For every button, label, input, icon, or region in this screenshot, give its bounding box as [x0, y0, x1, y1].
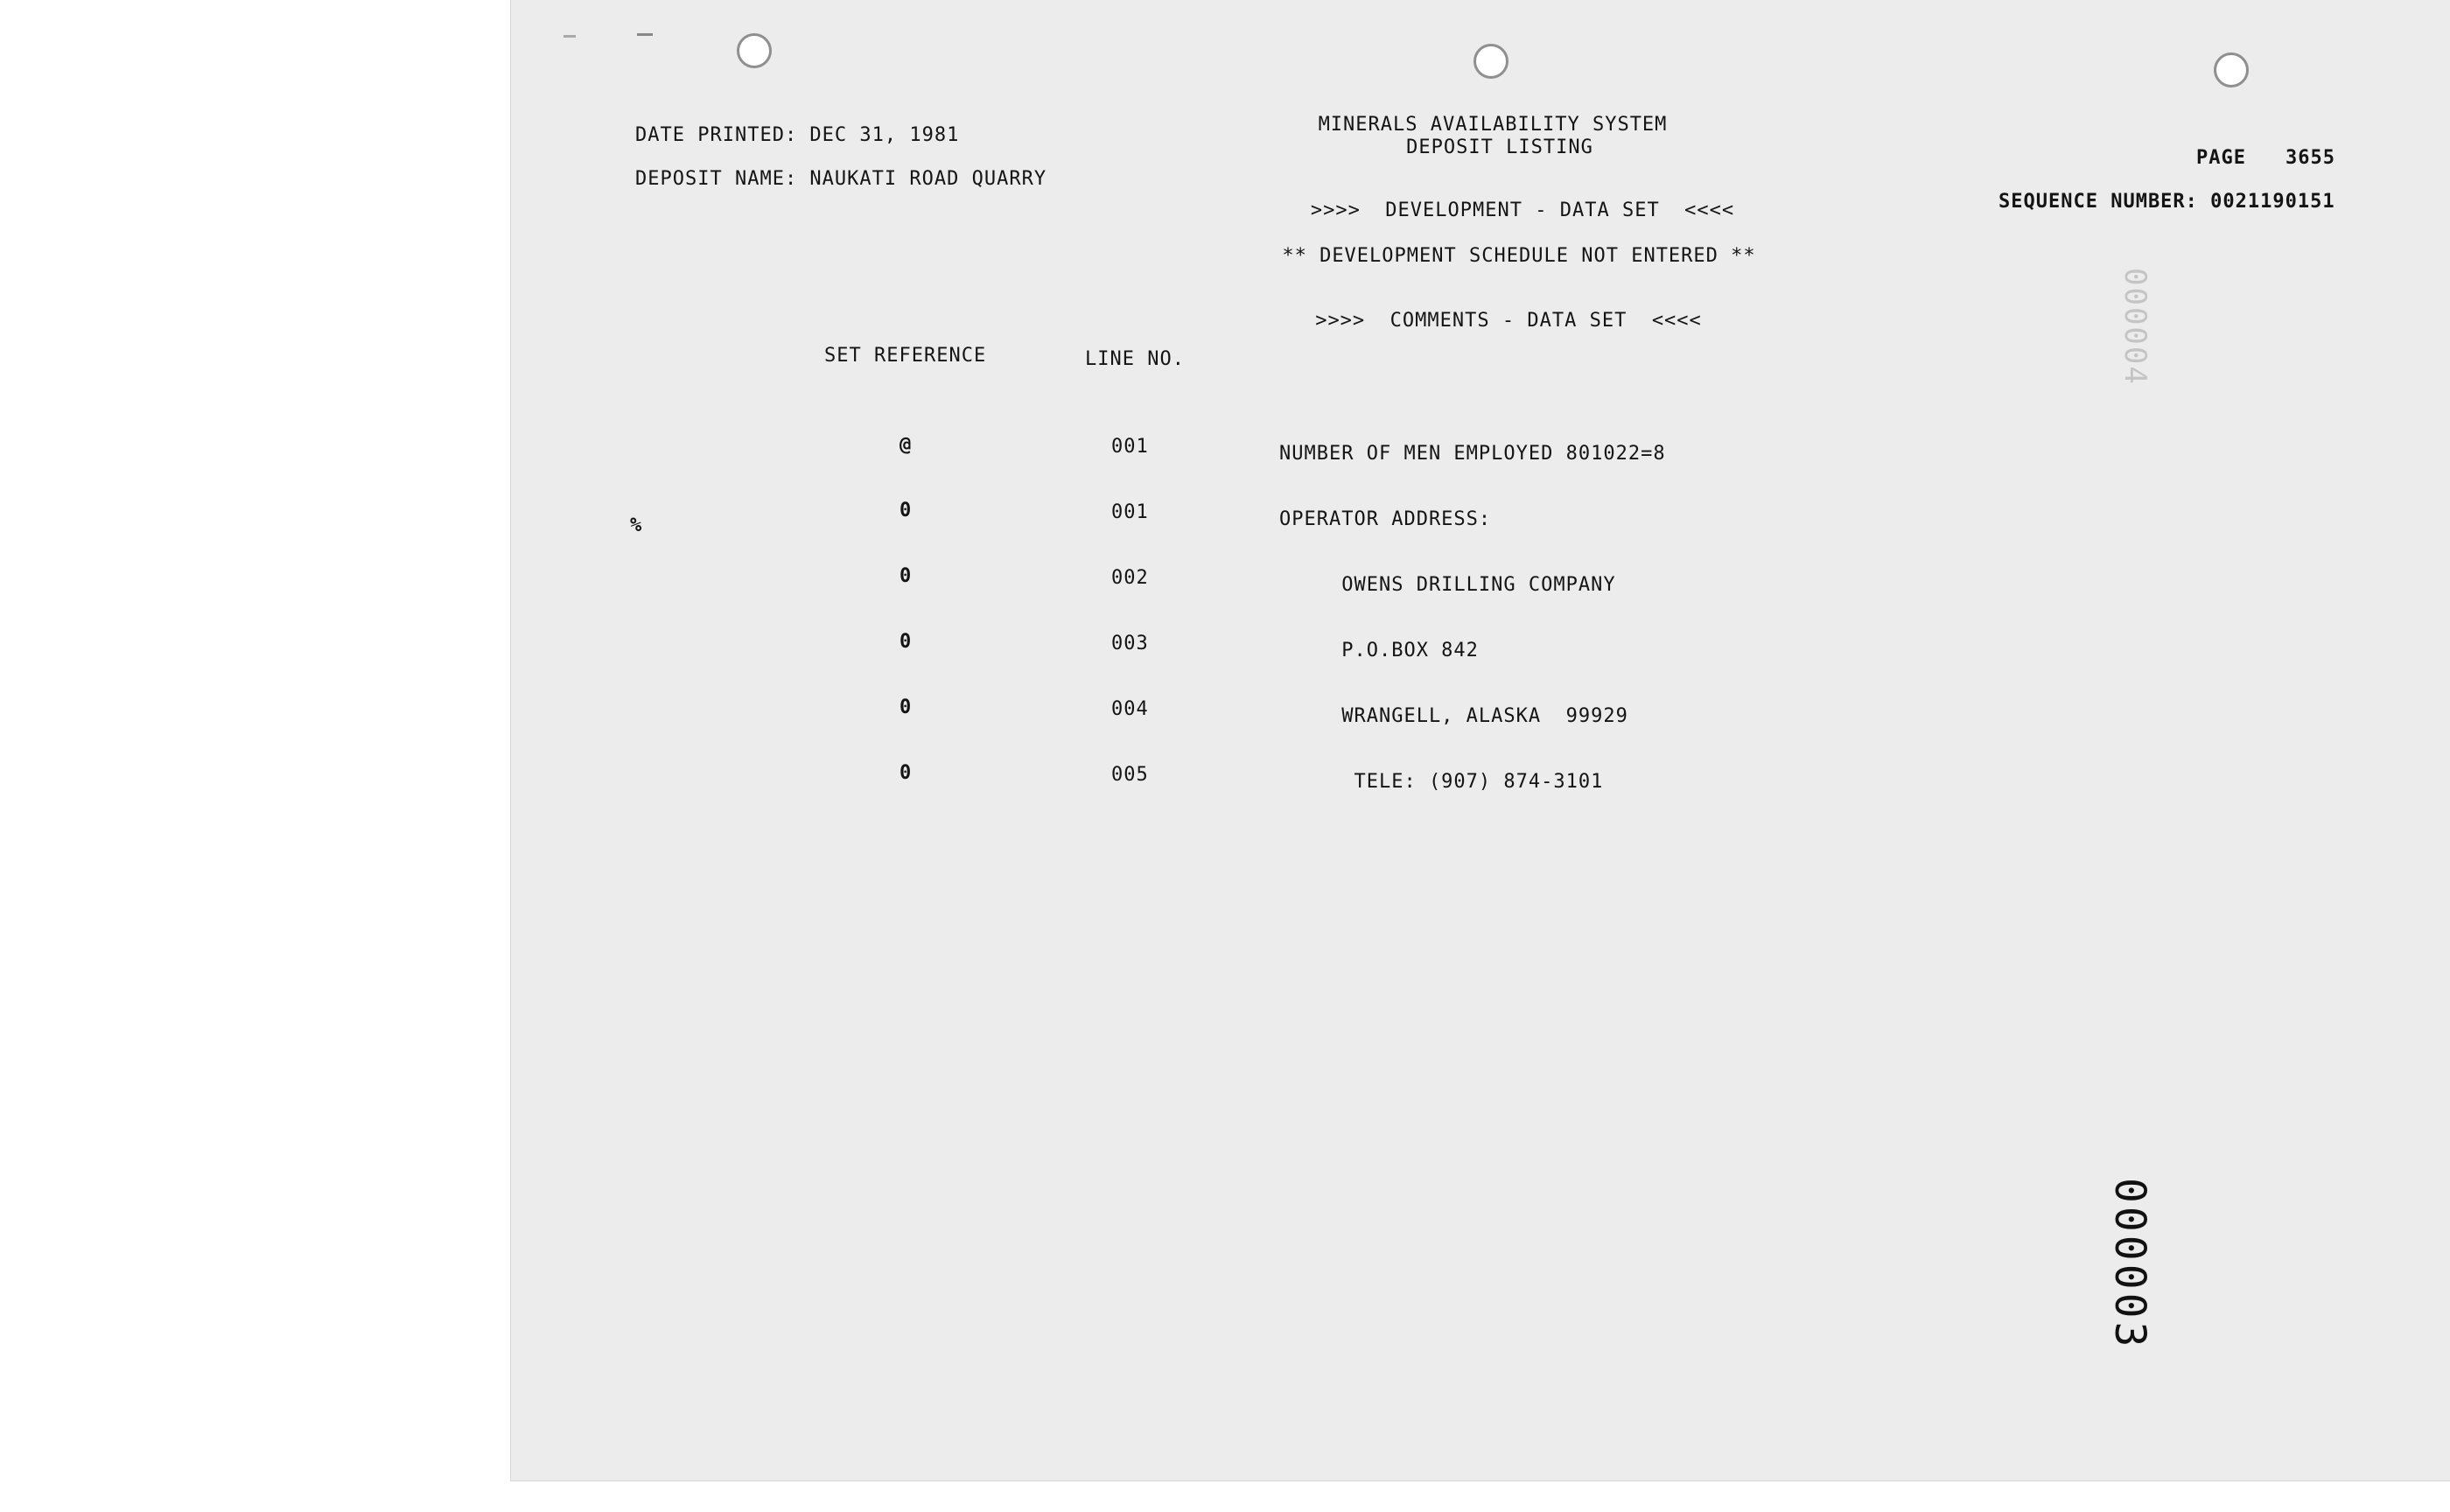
comment-line: NUMBER OF MEN EMPLOYED 801022=8: [1279, 443, 1666, 465]
margin-mark: %: [630, 514, 643, 536]
set-reference-cell: 0: [900, 696, 913, 718]
system-title: MINERALS AVAILABILITY SYSTEM: [1318, 114, 1668, 136]
line-no-cell: 001: [1111, 436, 1149, 458]
column-header-line-no: LINE NO.: [1085, 348, 1185, 370]
development-heading: >>>> DEVELOPMENT - DATA SET <<<<: [1310, 200, 1735, 221]
comments-heading: >>>> COMMENTS - DATA SET <<<<: [1315, 310, 1702, 332]
deposit-name: DEPOSIT NAME: NAUKATI ROAD QUARRY: [635, 168, 1047, 190]
edge-scuff: [637, 33, 653, 36]
faint-frame-stamp: 000004: [2118, 268, 2152, 386]
frame-number-stamp: 000003: [2105, 1178, 2154, 1351]
sequence-number: SEQUENCE NUMBER: 0021190151: [1998, 191, 2335, 213]
page-label: PAGE: [2196, 147, 2246, 169]
comment-line: WRANGELL, ALASKA 99929: [1279, 705, 1628, 727]
column-header-set-reference: SET REFERENCE: [824, 345, 987, 367]
set-reference-cell: @: [900, 434, 913, 456]
comment-line: TELE: (907) 874-3101: [1279, 771, 1604, 793]
set-reference-column: [900, 390, 949, 828]
comment-line: OPERATOR ADDRESS:: [1279, 508, 1492, 530]
line-no-cell: 001: [1111, 501, 1149, 523]
development-note: ** DEVELOPMENT SCHEDULE NOT ENTERED **: [1282, 245, 1756, 267]
document-page: [511, 0, 2450, 1480]
line-no-cell: 002: [1111, 567, 1149, 589]
comment-line: P.O.BOX 842: [1279, 640, 1479, 662]
date-printed: DATE PRINTED: DEC 31, 1981: [635, 124, 960, 146]
punch-hole-right: [2214, 52, 2249, 88]
set-reference-cell: 0: [900, 762, 913, 784]
line-no-cell: 005: [1111, 764, 1149, 786]
set-reference-cell: 0: [900, 565, 913, 587]
line-no-cell: 004: [1111, 698, 1149, 720]
comment-line: OWENS DRILLING COMPANY: [1279, 574, 1616, 596]
punch-hole-left: [737, 33, 772, 68]
edge-scuff: [564, 35, 576, 38]
set-reference-cell: 0: [900, 631, 913, 653]
line-no-column: [1111, 392, 1161, 830]
punch-hole-center: [1474, 44, 1508, 79]
line-no-cell: 003: [1111, 633, 1149, 654]
page-number: 3655: [2286, 147, 2335, 169]
comment-text-column: [1279, 399, 1666, 836]
set-reference-cell: 0: [900, 500, 913, 522]
listing-title: DEPOSIT LISTING: [1406, 136, 1593, 158]
